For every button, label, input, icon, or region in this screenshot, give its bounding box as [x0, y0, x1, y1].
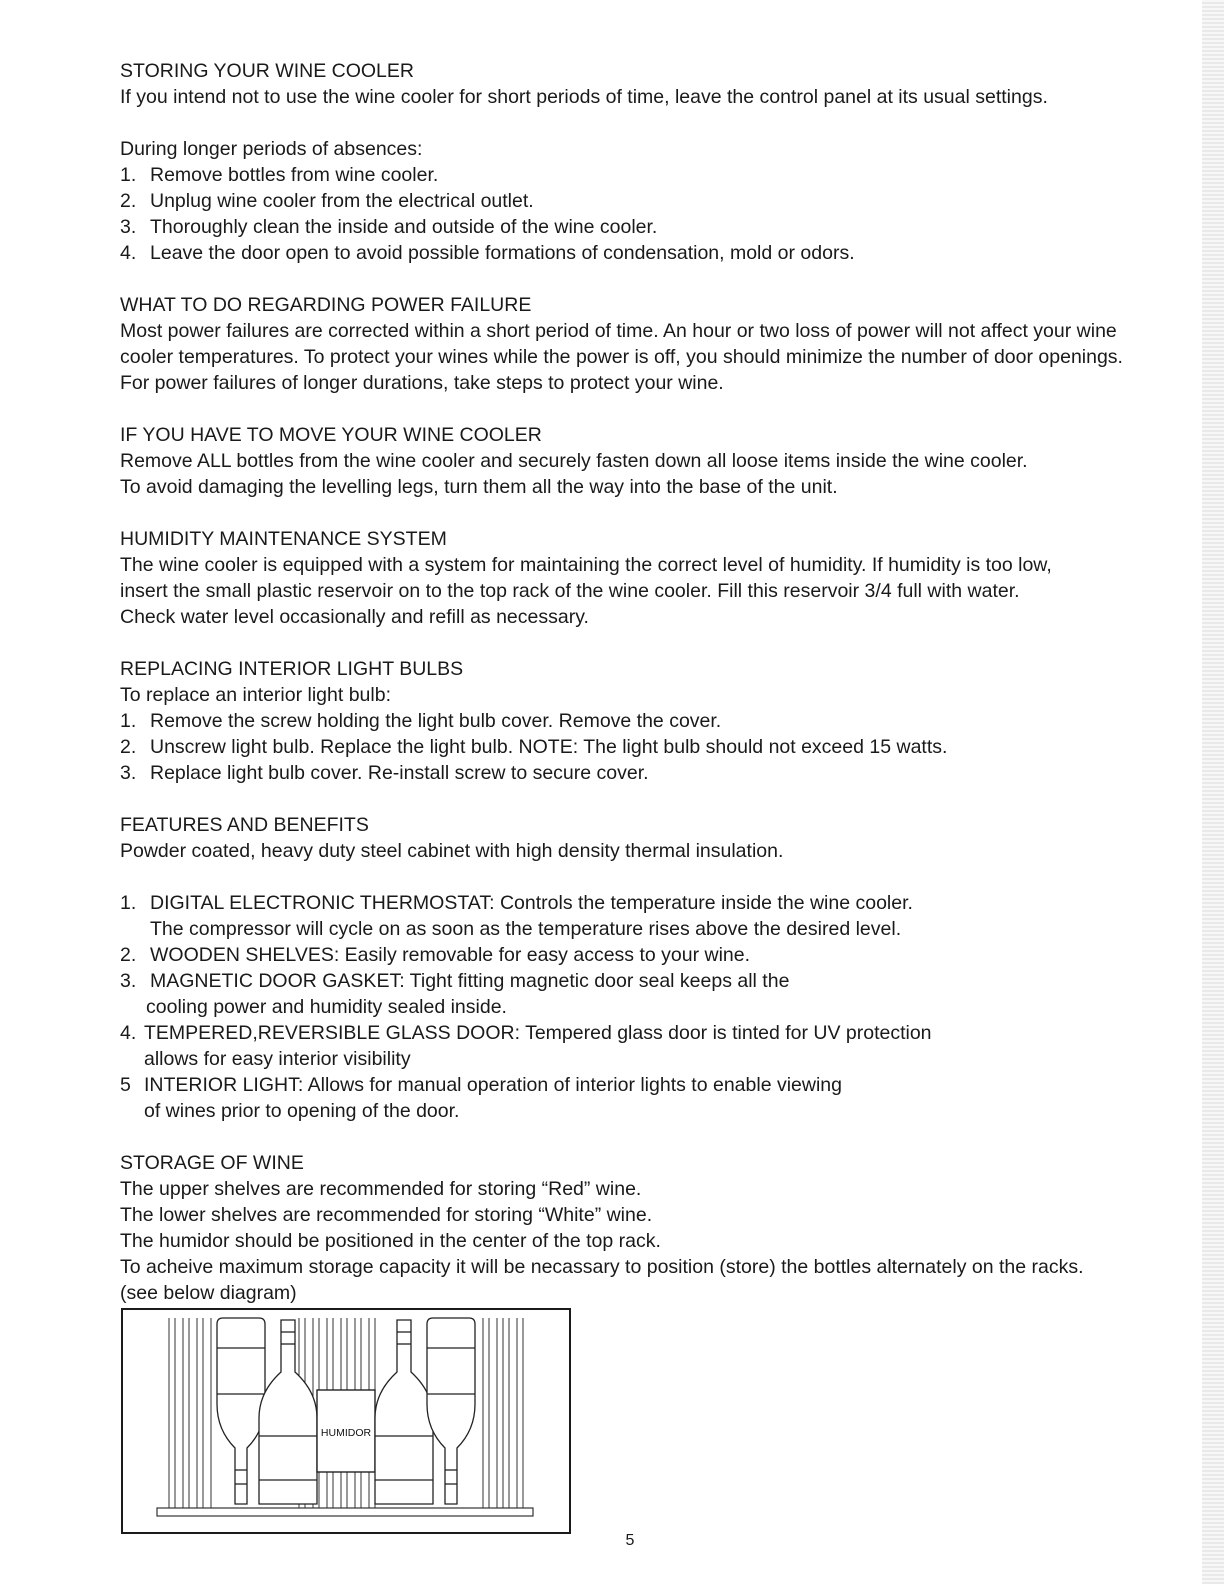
- section-power-failure: [120, 292, 1202, 396]
- text-line: Check water level occasionally and refill as necessary.: [120, 606, 589, 628]
- subheading: During longer periods of absences:: [120, 138, 423, 160]
- section-heading: HUMIDITY MAINTENANCE SYSTEM: [120, 528, 447, 550]
- list-item: 4. Leave the door open to avoid possible formations of condensation, mold or odors.: [120, 242, 855, 264]
- feature-item-continuation: of wines prior to opening of the door.: [144, 1100, 460, 1122]
- section-humidity: [120, 526, 1202, 630]
- section-storing: [120, 58, 1202, 266]
- section-move: [120, 422, 1202, 500]
- scan-edge: [1202, 0, 1224, 1584]
- list-item: 3. Thoroughly clean the inside and outside of the wine cooler.: [120, 216, 658, 238]
- section-heading: STORING YOUR WINE COOLER: [120, 60, 414, 82]
- feature-item: 1. DIGITAL ELECTRONIC THERMOSTAT: Controls the temperature inside the wine cooler.: [120, 892, 913, 914]
- feature-item-continuation: allows for easy interior visibility: [144, 1048, 411, 1070]
- section-features: [120, 812, 1202, 1124]
- page-number: 5: [625, 1532, 635, 1549]
- text-line: To avoid damaging the levelling legs, turn them all the way into the base of the unit.: [120, 476, 838, 498]
- list-item: 3. Replace light bulb cover. Re-install screw to secure cover.: [120, 762, 649, 784]
- document-body: [120, 58, 1202, 1306]
- text-line: The wine cooler is equipped with a system for maintaining the correct level of humidity. If humidity is too low,: [120, 554, 1052, 576]
- text-line: To acheive maximum storage capacity it will be necassary to position (store) the bottles alternately on the racks.: [120, 1256, 1084, 1278]
- text-line: The humidor should be positioned in the center of the top rack.: [120, 1230, 661, 1252]
- humidor-label: HUMIDOR: [320, 1427, 372, 1439]
- text-line: Remove ALL bottles from the wine cooler and securely fasten down all loose items inside the wine cooler.: [120, 450, 1028, 472]
- rack-base: [157, 1508, 533, 1516]
- list-item: 1. Remove bottles from wine cooler.: [120, 164, 439, 186]
- text-line: Most power failures are corrected within a short period of time. An hour or two loss of power will not affect your wine: [120, 320, 1117, 342]
- feature-item: 3. MAGNETIC DOOR GASKET: Tight fitting magnetic door seal keeps all the: [120, 970, 790, 992]
- paragraph: If you intend not to use the wine cooler for short periods of time, leave the control panel at its usual settings.: [120, 86, 1048, 108]
- feature-item: 2. WOODEN SHELVES: Easily removable for easy access to your wine.: [120, 944, 751, 966]
- section-heading: REPLACING INTERIOR LIGHT BULBS: [120, 658, 464, 680]
- text-line: cooler temperatures. To protect your wines while the power is off, you should minimize the number of door openings.: [120, 346, 1123, 368]
- section-heading: WHAT TO DO REGARDING POWER FAILURE: [120, 294, 532, 316]
- section-heading: FEATURES AND BENEFITS: [120, 814, 369, 836]
- section-light-bulbs: [120, 656, 1202, 786]
- paragraph: Powder coated, heavy duty steel cabinet with high density thermal insulation.: [120, 840, 784, 862]
- feature-item-continuation: The compressor will cycle on as soon as the temperature rises above the desired level.: [150, 918, 902, 940]
- section-storage: [120, 1150, 1202, 1306]
- list-item: 2. Unplug wine cooler from the electrical outlet.: [120, 190, 534, 212]
- paragraph: To replace an interior light bulb:: [120, 684, 391, 706]
- feature-item: 4. TEMPERED,REVERSIBLE GLASS DOOR: Tempered glass door is tinted for UV protection: [120, 1022, 932, 1044]
- feature-item-continuation: cooling power and humidity sealed inside.: [146, 996, 507, 1018]
- text-line: For power failures of longer durations, take steps to protect your wine.: [120, 372, 724, 394]
- wine-rack-diagram: [121, 1308, 571, 1534]
- feature-item: 5 INTERIOR LIGHT: Allows for manual operation of interior lights to enable viewing: [120, 1074, 842, 1096]
- section-heading: STORAGE OF WINE: [120, 1152, 304, 1174]
- list-item: 2. Unscrew light bulb. Replace the light bulb. NOTE: The light bulb should not exceed 15 watts.: [120, 736, 948, 758]
- humidor-box: [317, 1390, 375, 1472]
- text-line: (see below diagram): [120, 1282, 297, 1304]
- text-line: insert the small plastic reservoir on to the top rack of the wine cooler. Fill this reservoir 3/4 full with water.: [120, 580, 1020, 602]
- list-item: 1. Remove the screw holding the light bulb cover. Remove the cover.: [120, 710, 722, 732]
- section-heading: IF YOU HAVE TO MOVE YOUR WINE COOLER: [120, 424, 542, 446]
- text-line: The lower shelves are recommended for storing “White” wine.: [120, 1204, 653, 1226]
- text-line: The upper shelves are recommended for storing “Red” wine.: [120, 1178, 642, 1200]
